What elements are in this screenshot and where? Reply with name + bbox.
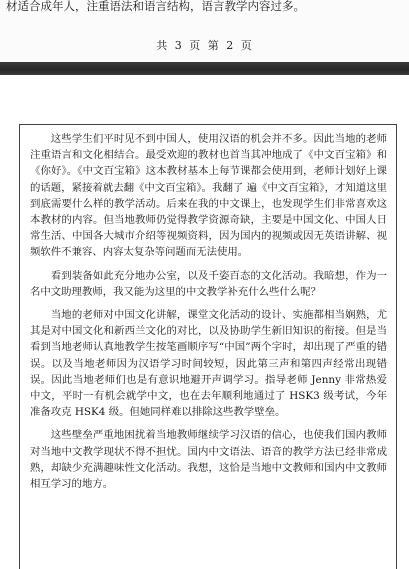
paragraph-4: 这些壁垒严重地困扰着当地教师继续学习汉语的信心，也使我们国内教师对当地中文教学现状不得不担忧。国内中文语法、语音的教学方法已经非常成熟，却缺少充满趣味性文化活动。我想，这恰是当地中文教师和国内中文教师相互学习的地方。 [30,429,387,491]
text-frame [19,124,397,569]
previous-page-tail-text: 材适合成年人，注重语法和语言结构，语言教学内容过多。 [6,0,305,13]
paragraph-3: 当地的老师对中国文化讲解，课堂文化活动的设计、实施都相当娴熟，尤其是对中国文化和新西兰文化的对比，以及协助学生新旧知识的衔接。但是当看到当地老师认真地教学生按笔画顺序写“中国”两个字时，却出现了严重的错误。以及当地老师因为汉语学习时间较短，因此第三声和第四声经常出现错误。因此当地老师们也是有意识地避开声调学习。指导老师 Jenny 非常热爱中文，平时一有机会就学中文，也在去年顺利地通过了 HSK3 级考试，今年准备攻克 HSK4 级。但她同样难以排除这些教学壁垒。 [30,309,387,419]
current-page [0,75,409,569]
previous-page-bottom [0,0,409,62]
paragraph-1: 这些学生们平时见不到中国人，使用汉语的机会并不多。因此当地的老师注重语言和文化相结合。最受欢迎的教材也首当其冲地成了《中文百宝箱》和《你好》。《中文百宝箱》这本教材基本上每节课都会使用到，老师计划好上课的话题，紧接着就去翻《中文百宝箱》。我翻了 遍《中文百宝箱》，才知道这里到底需要什么样的教学活动。后来在我的中文课上，也发现学生们非常喜欢这本教材的内容。但当地教师仍觉得教学资源奇缺，主要是中国文化、中国人日常生活、中国各大城市介绍等视频资料，因为国内的视频或因无英语讲解、视频软件不兼容、内容太复杂等问题而无法使用。 [30,133,387,259]
paragraph-2: 看到装备如此充分地办公室，以及千姿百态的文化活动。我暗想，作为一名中文助理教师，我又能为这里的中文教学补充什么些什么呢？ [30,269,387,298]
page-separator [0,62,409,75]
page-counter: 共 3 页 第 2 页 [156,39,253,52]
